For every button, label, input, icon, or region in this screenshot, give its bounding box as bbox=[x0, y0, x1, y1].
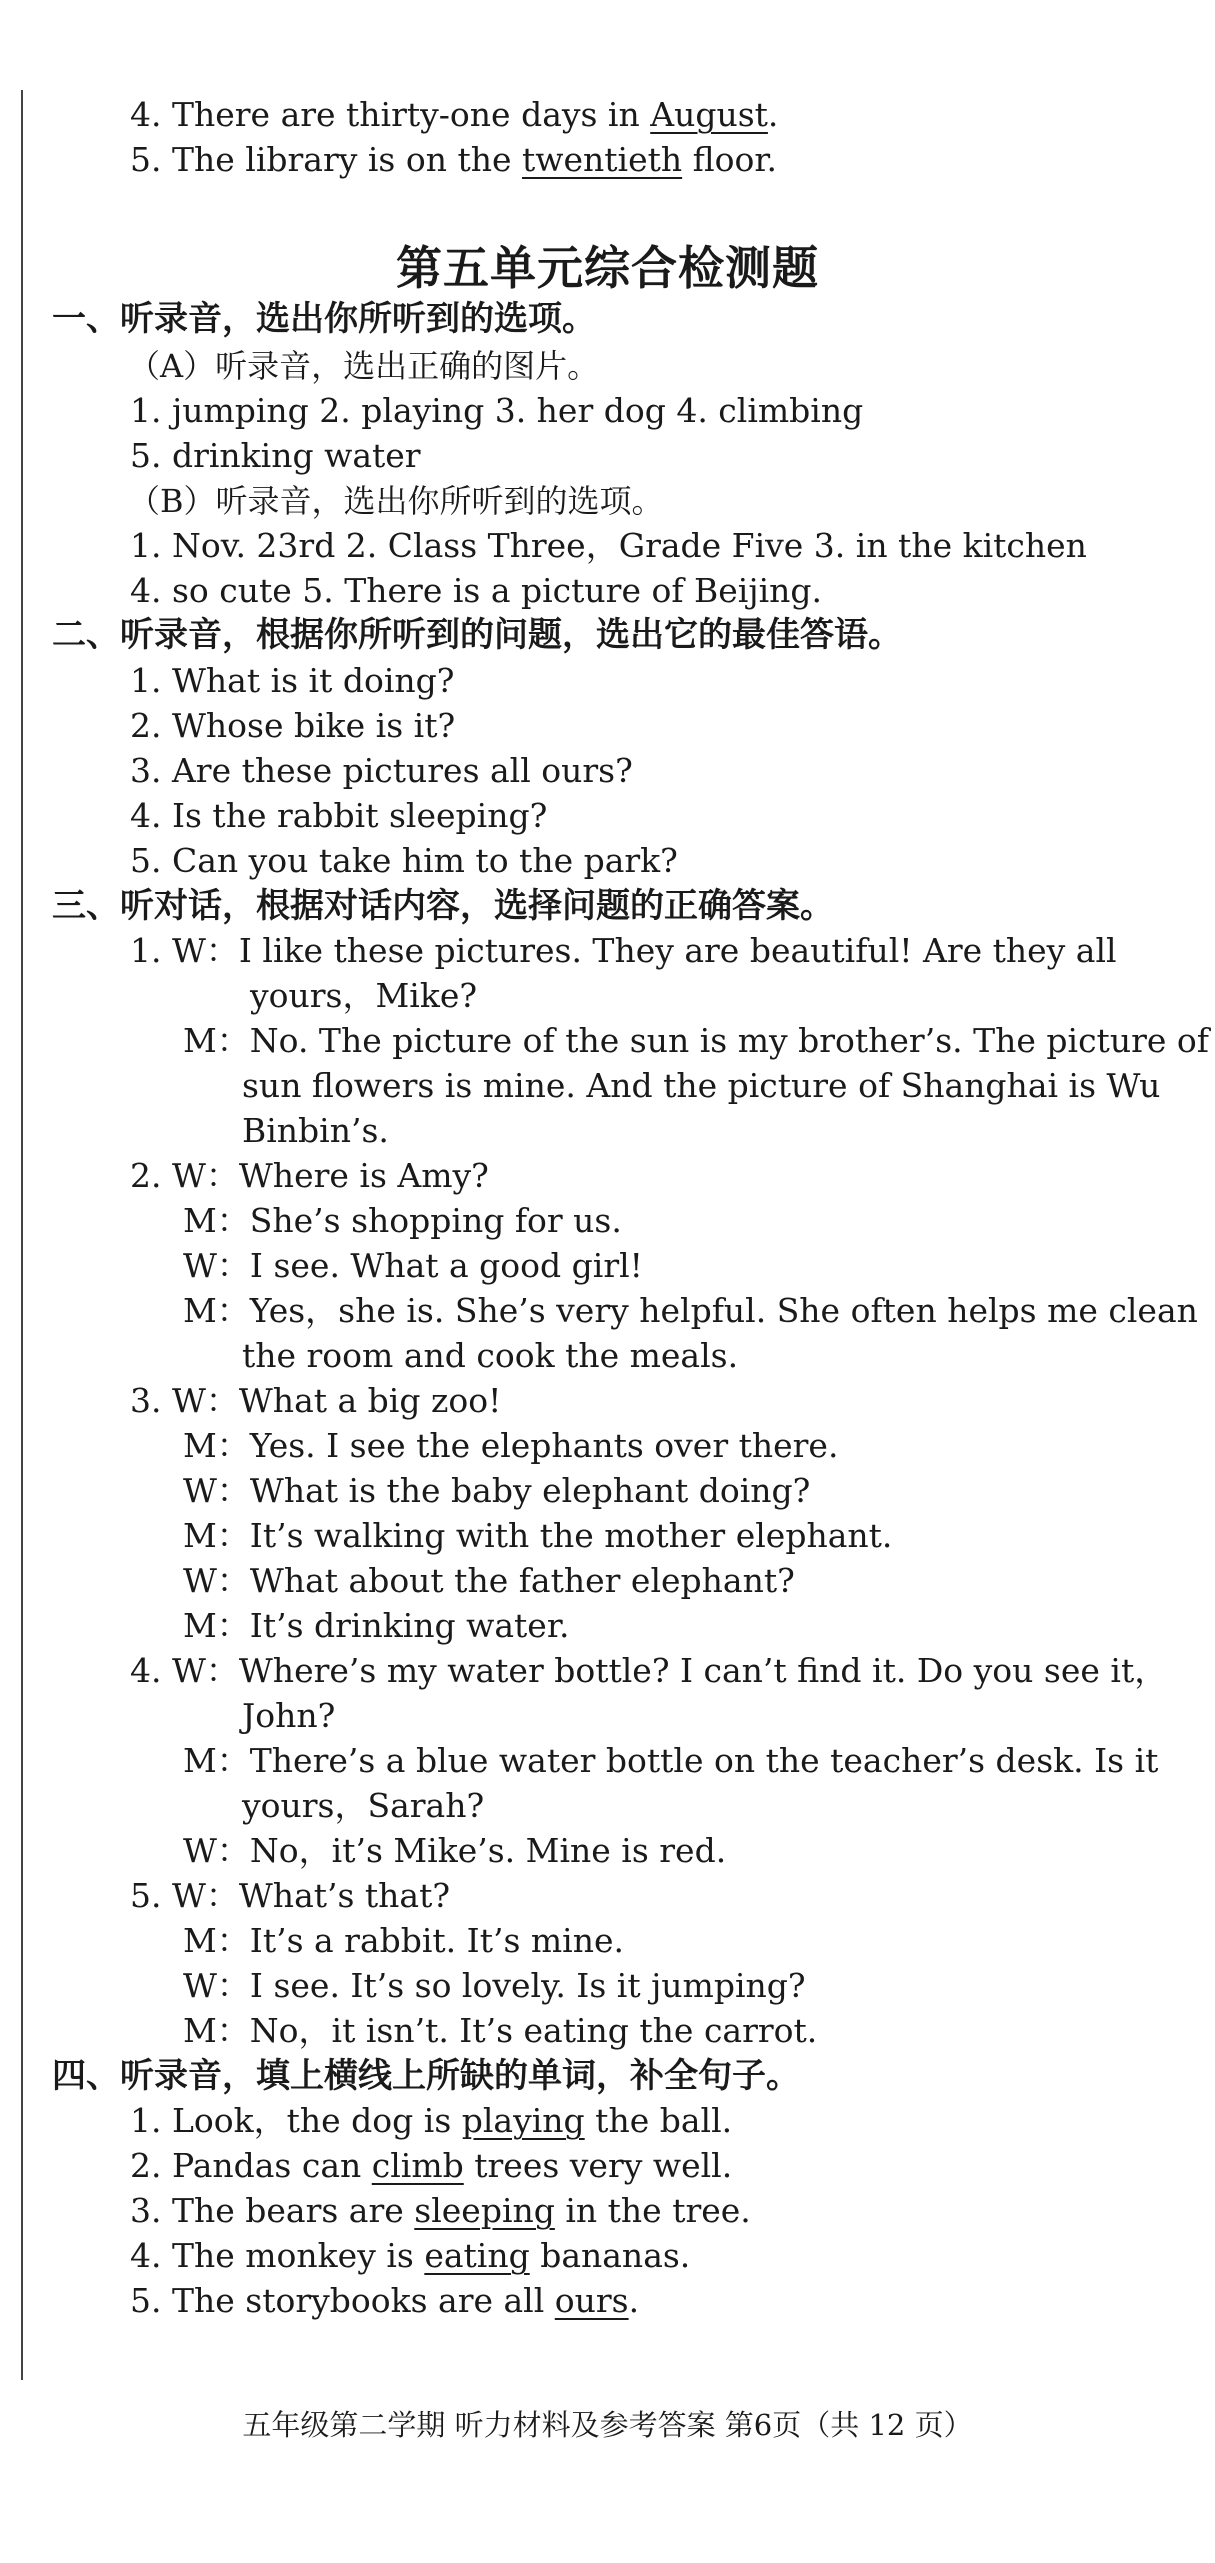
item-text: in the tree. bbox=[554, 2191, 751, 2230]
answer-word: eating bbox=[424, 2236, 530, 2275]
dialogue-line: Binbin’s. bbox=[242, 1111, 389, 1150]
dialogue-line: M：No. The picture of the sun is my brother’s. The picture of bbox=[183, 1021, 1209, 1060]
subsection-label: （B）听录音，选出你所听到的选项。 bbox=[128, 482, 664, 520]
answer-word: playing bbox=[461, 2101, 585, 2140]
dialogue-line: W：I see. What a good girl! bbox=[183, 1246, 643, 1285]
item-text: bananas. bbox=[529, 2236, 691, 2275]
dialogue-line: M：She’s shopping for us. bbox=[183, 1201, 622, 1240]
answer-text: 5. The library is on the bbox=[130, 140, 522, 179]
item-text: 1. Look，the dog is bbox=[130, 2101, 462, 2140]
answer-word: twentieth bbox=[521, 140, 683, 179]
list-item: 4. so cute 5. There is a picture of Beijing. bbox=[130, 571, 823, 610]
dialogue-line: 5. W：What’s that? bbox=[130, 1876, 451, 1915]
list-item: 1. jumping 2. playing 3. her dog 4. climbing bbox=[130, 391, 864, 430]
dialogue-line: M：It’s walking with the mother elephant. bbox=[183, 1516, 893, 1555]
list-item: 5. Can you take him to the park? bbox=[130, 841, 678, 880]
list-item: 4. Is the rabbit sleeping? bbox=[130, 796, 548, 835]
item-text: 5. The storybooks are all bbox=[130, 2281, 555, 2320]
subsection-label: （A）听录音，选出正确的图片。 bbox=[128, 347, 600, 385]
item-text: 4. The monkey is bbox=[130, 2236, 425, 2275]
list-item: 3. Are these pictures all ours? bbox=[130, 751, 633, 790]
dialogue-line: W：No，it’s Mike’s. Mine is red. bbox=[183, 1831, 727, 1870]
list-item: 2. Whose bike is it? bbox=[130, 706, 456, 745]
item-text: trees very well. bbox=[463, 2146, 733, 2185]
dialogue-line: M：Yes，she is. She’s very helpful. She often helps me clean bbox=[183, 1291, 1198, 1330]
list-item bbox=[130, 2233, 690, 2279]
section-heading: 二、听录音，根据你所听到的问题，选出它的最佳答语。 bbox=[52, 615, 902, 655]
dialogue-line: M：There’s a blue water bottle on the teacher’s desk. Is it bbox=[183, 1741, 1159, 1780]
page-title: 第五单元综合检测题 bbox=[396, 241, 819, 295]
dialogue-line: W：What is the baby elephant doing? bbox=[183, 1471, 811, 1510]
answer-word: August bbox=[650, 95, 768, 134]
dialogue-line: John? bbox=[242, 1696, 336, 1735]
dialogue-line: yours，Mike? bbox=[250, 976, 478, 1015]
list-item bbox=[130, 2098, 732, 2144]
answer-word: sleeping bbox=[414, 2191, 555, 2230]
answer-text: 4. There are thirty-one days in bbox=[130, 95, 651, 134]
item-text: 3. The bears are bbox=[130, 2191, 415, 2230]
item-text: . bbox=[628, 2281, 640, 2320]
answer-line bbox=[130, 137, 777, 183]
section-heading: 三、听对话，根据对话内容，选择问题的正确答案。 bbox=[52, 886, 834, 926]
section-heading: 一、听录音，选出你所听到的选项。 bbox=[52, 299, 596, 339]
list-item: 5. drinking water bbox=[130, 436, 421, 475]
dialogue-line: W：What about the father elephant? bbox=[183, 1561, 795, 1600]
answer-text: . bbox=[767, 95, 779, 134]
page-footer: 五年级第二学期 听力材料及参考答案 第6页（共 12 页） bbox=[242, 2408, 973, 2442]
dialogue-line: M：Yes. I see the elephants over there. bbox=[183, 1426, 839, 1465]
list-item bbox=[130, 2188, 751, 2234]
section-heading: 四、听录音，填上横线上所缺的单词，补全句子。 bbox=[52, 2056, 800, 2096]
item-text: the ball. bbox=[584, 2101, 733, 2140]
dialogue-line: 3. W：What a big zoo! bbox=[130, 1381, 502, 1420]
dialogue-line: the room and cook the meals. bbox=[242, 1336, 739, 1375]
list-item bbox=[130, 2278, 639, 2324]
dialogue-line: 1. W：I like these pictures. They are beautiful! Are they all bbox=[130, 931, 1117, 970]
dialogue-line: 4. W：Where’s my water bottle? I can’t find it. Do you see it， bbox=[130, 1651, 1168, 1690]
margin-rule bbox=[21, 90, 23, 2380]
dialogue-line: yours，Sarah? bbox=[242, 1786, 485, 1825]
list-item: 1. Nov. 23rd 2. Class Three，Grade Five 3. in the kitchen bbox=[130, 526, 1087, 565]
answer-word: climb bbox=[371, 2146, 464, 2185]
dialogue-line: W：I see. It’s so lovely. Is it jumping? bbox=[183, 1966, 806, 2005]
list-item bbox=[130, 2143, 732, 2189]
dialogue-line: M：It’s a rabbit. It’s mine. bbox=[183, 1921, 624, 1960]
answer-word: ours bbox=[554, 2281, 629, 2320]
dialogue-line: sun flowers is mine. And the picture of Shanghai is Wu bbox=[242, 1066, 1161, 1105]
dialogue-line: M：No，it isn’t. It’s eating the carrot. bbox=[183, 2011, 818, 2050]
dialogue-line: M：It’s drinking water. bbox=[183, 1606, 570, 1645]
answer-text: floor. bbox=[682, 140, 778, 179]
dialogue-line: 2. W：Where is Amy? bbox=[130, 1156, 489, 1195]
answer-line bbox=[130, 92, 778, 138]
item-text: 2. Pandas can bbox=[130, 2146, 372, 2185]
list-item: 1. What is it doing? bbox=[130, 661, 455, 700]
